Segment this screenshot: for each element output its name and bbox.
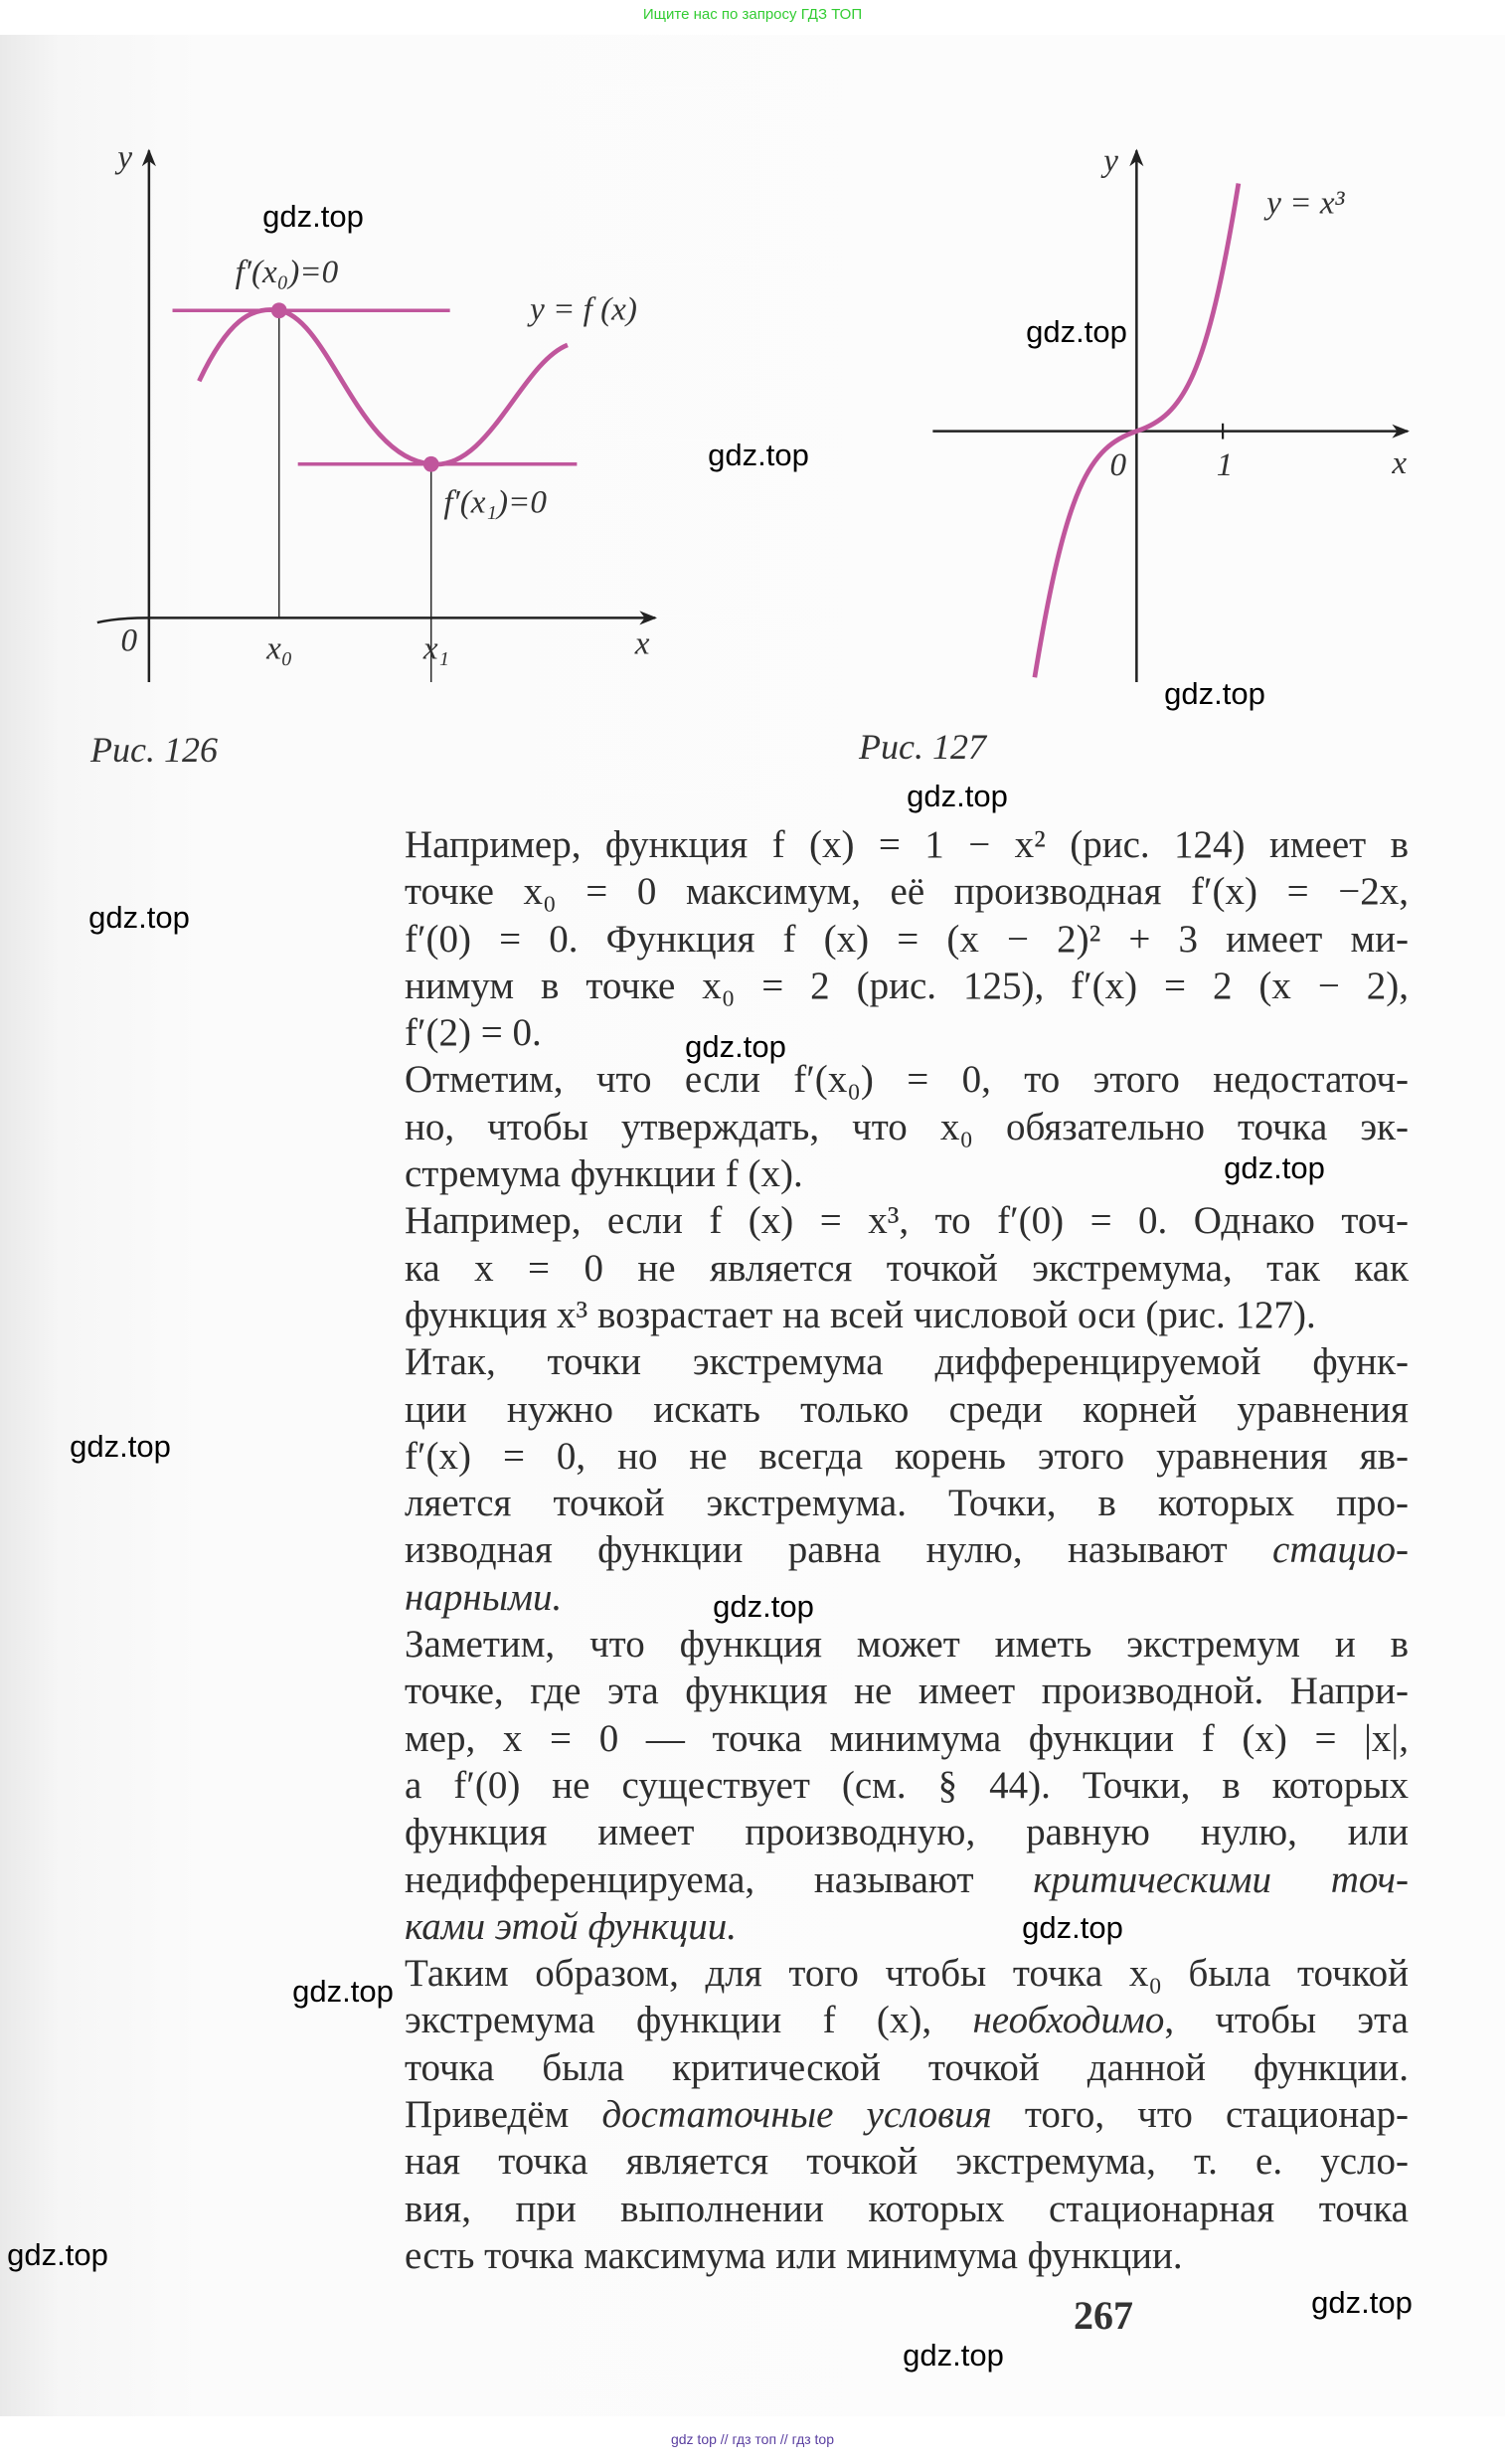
fig127-caption: Рис. 127 [859,727,986,767]
watermark: gdz.top [1311,2285,1413,2320]
text-line: а f′(0) не существует (см. § 44). Точки, в которых [405,1763,1409,1807]
text-line: нимум в точке x₀ = 2 (рис. 125), f′(x) = 2 (x − 2), [405,964,1409,1007]
fig126-y-label: y [117,138,133,176]
watermark: gdz.top [7,2237,108,2272]
figure-126 [97,139,655,682]
fig126-x-label: x [634,624,650,662]
text-line: есть точка максимума или минимума функции. [405,2233,1183,2277]
watermark: gdz.top [262,199,364,234]
text-line: мер, x = 0 — точка минимума функции f (x) = |x|, [405,1716,1409,1760]
text-segment: недифференцируема, называют [405,1857,1034,1901]
text-line [405,1903,1409,1950]
text-line [405,1856,1409,1903]
fig126-x0-label: x₀ [266,629,293,667]
italic-term: достаточные условия [601,2093,992,2137]
text-segment: изводная функции равна нулю, называют [405,1528,1273,1572]
text-line: функция имеет производную, равную нулю, или [405,1811,1409,1854]
italic-term: стацио- [1272,1528,1409,1572]
text-line: ка x = 0 не является точкой экстремума, так как [405,1246,1409,1290]
text-line [405,2091,1409,2138]
text-segment: Приведём [405,2093,602,2137]
text-line: точке x₀ = 0 максимум, её производная f′(x) = −2x, [405,870,1409,914]
italic-term: ками этой функции. [405,1904,738,1948]
text-line: Например, функция f (x) = 1 − x² (рис. 124) имеет в [405,823,1409,866]
text-line [405,1526,1409,1573]
text-line: функция x³ возрастает на всей числовой оси (рис. 127). [405,1293,1316,1336]
text-line: Например, если f (x) = x³, то f′(0) = 0. Однако точ- [405,1199,1409,1243]
watermark: gdz.top [292,1974,394,2009]
text-line: стремума функции f (x). [405,1152,803,1196]
body-text [405,821,1409,2279]
watermark: gdz.top [1022,1910,1123,1945]
figures [0,0,1505,795]
text-segment: того, что стационар- [991,2093,1409,2137]
text-segment: , чтобы эта [1164,1999,1409,2042]
text-segment: экстремума функции f (x), [405,1999,973,2042]
text-line: ляется точкой экстремума. Точки, в которых про- [405,1482,1409,1525]
text-line: f′(0) = 0. Функция f (x) = (x − 2)² + 3 имеет ми- [405,917,1409,961]
text-line: Таким образом, для того чтобы точка x₀ была точкой [405,1952,1409,1996]
text-line: ная точка является точкой экстремума, т. е. усло- [405,2140,1409,2184]
watermark: gdz.top [1026,314,1127,349]
fig126-x1-label: x₁ [422,629,450,667]
watermark: gdz.top [713,1589,814,1624]
text-line: вия, при выполнении которых стационарная точка [405,2187,1409,2230]
watermark: gdz.top [1224,1150,1325,1185]
text-line [405,1997,1409,2043]
fig127-y-label: y [1103,141,1118,179]
figure-127 [932,142,1408,682]
fig127-curve-label: y = x³ [1266,184,1345,222]
header-search-note: Ищите нас по запросу ГДЗ ТОП [642,6,863,23]
watermark: gdz.top [88,900,190,935]
footer-note: gdz top // гдз топ // гдз top [670,2431,835,2447]
fig126-x-axis [97,617,655,622]
text-line: точке, где эта функция не имеет производной. Напри- [405,1670,1409,1713]
fig126-curve-label: y = f (x) [530,290,637,328]
text-line: Заметим, что функция может иметь экстремум и в [405,1623,1409,1667]
text-line: точка была критической точкой данной функции. [405,2045,1409,2089]
watermark: gdz.top [1164,676,1265,711]
fig126-max-label: f′(x₀)=0 [235,253,339,290]
text-line: Итак, точки экстремума дифференцируемой функ- [405,1340,1409,1384]
watermark: gdz.top [685,1029,786,1064]
text-line [405,1574,1409,1621]
italic-term: необходимо [972,1999,1165,2042]
text-line: ции нужно искать только среди корней уравнения [405,1387,1409,1431]
italic-term: нарными. [405,1575,563,1619]
watermark: gdz.top [708,438,809,472]
fig127-tick-1-label: 1 [1216,445,1234,483]
watermark: gdz.top [903,2338,1004,2373]
text-line: но, чтобы утверждать, что x₀ обязательно точка эк- [405,1105,1409,1148]
fig126-caption: Рис. 126 [90,730,218,770]
fig126-min-point [423,456,439,472]
text-line: Отметим, что если f′(x₀) = 0, то этого недостаточ- [405,1058,1409,1102]
page-number: 267 [1074,2293,1133,2338]
fig126-origin: 0 [120,621,138,659]
fig126-curve [199,309,568,464]
fig127-origin: 0 [1109,445,1127,483]
italic-term: критическими точ- [1033,1857,1409,1901]
fig126-max-point [271,302,287,318]
text-line: f′(x) = 0, но не всегда корень этого уравнения яв- [405,1434,1409,1478]
watermark: gdz.top [907,779,1008,813]
fig127-x-label: x [1392,444,1408,482]
watermark: gdz.top [70,1429,171,1464]
fig126-min-label: f′(x₁)=0 [443,483,547,521]
text-line: f′(2) = 0. [405,1011,542,1055]
